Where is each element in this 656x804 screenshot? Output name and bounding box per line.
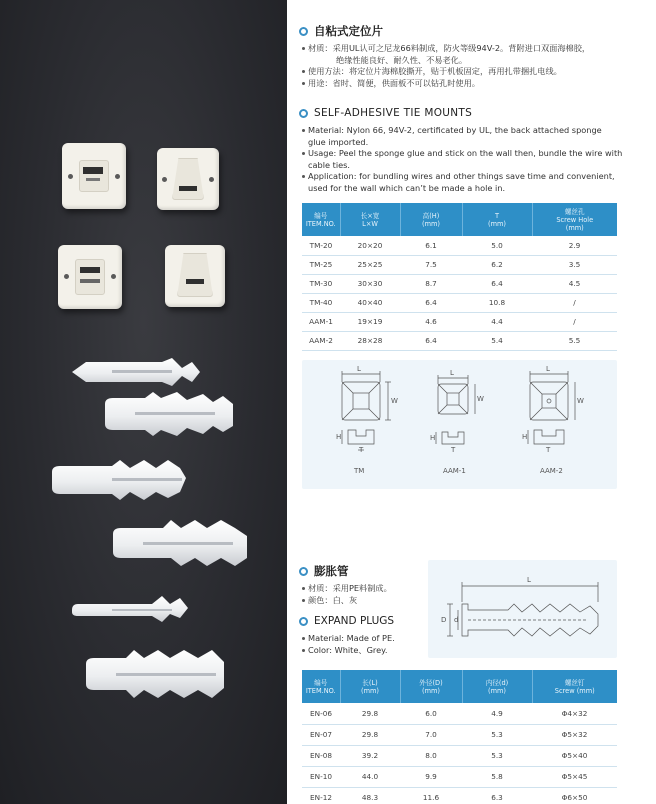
- section-title-cn-tie-mounts: [299, 23, 383, 39]
- section-bullet-icon: [299, 27, 308, 36]
- table-cell: 11.6: [400, 787, 462, 804]
- table-cell: 30×30: [340, 274, 400, 293]
- table-cell: 5.5: [532, 331, 617, 350]
- col-header-size: 长×宽 L×W: [340, 203, 400, 236]
- diagram-label-aam-1: AAM-1: [443, 467, 466, 475]
- table-cell: TM-20: [302, 236, 340, 255]
- table-cell: 5.0: [462, 236, 532, 255]
- dim-label-l: L: [527, 576, 531, 584]
- table-cell: Φ6×50: [532, 787, 617, 804]
- dim-label-d-inner: d: [454, 616, 459, 624]
- diagram-label-tm: TM: [354, 467, 365, 475]
- bullet-list-cn: [302, 583, 422, 606]
- table-cell: TM-40: [302, 293, 340, 312]
- table-row: [302, 703, 617, 724]
- title-text: 自粘式定位片: [314, 24, 383, 38]
- table-cell: 6.0: [400, 703, 462, 724]
- expand-plug-drawing: [428, 560, 617, 658]
- col-header-item-no: 编号 ITEM.NO.: [302, 670, 340, 703]
- table-cell: /: [532, 312, 617, 331]
- bullet-item: Material: Made of PE.: [302, 633, 422, 645]
- bullet-item-cont: glue imported.: [308, 136, 369, 147]
- table-cell: EN-07: [302, 724, 340, 745]
- bullet-item: 材质：采用UL认可之尼龙66料制成，防火等级94V-2。背附进口双面海棉胶，: [302, 43, 622, 55]
- dim-label-w: W: [477, 395, 484, 403]
- title-text: EXPAND PLUGS: [314, 615, 395, 627]
- table-cell: 20×20: [340, 236, 400, 255]
- expand-plugs-photo: [0, 0, 287, 804]
- product-photo: [0, 0, 287, 804]
- table-cell: 48.3: [340, 787, 400, 804]
- table-cell: 6.4: [400, 331, 462, 350]
- table-cell: EN-06: [302, 703, 340, 724]
- table-row: [302, 293, 617, 312]
- table-cell: 6.1: [400, 236, 462, 255]
- table-cell: 44.0: [340, 766, 400, 787]
- bullet-list-en: [302, 633, 422, 656]
- dim-label-h: H: [430, 434, 436, 442]
- table-cell: Φ4×32: [532, 703, 617, 724]
- table-cell: 7.0: [400, 724, 462, 745]
- section-title-en-expand-plugs: [299, 615, 394, 627]
- table-cell: TM-30: [302, 274, 340, 293]
- expand-plug-spec-table: [302, 670, 617, 804]
- dim-label-t: T: [359, 446, 364, 454]
- title-text: SELF-ADHESIVE TIE MOUNTS: [314, 107, 473, 119]
- section-title-cn-expand-plugs: [299, 563, 349, 579]
- table-cell: 2.9: [532, 236, 617, 255]
- table-cell: EN-12: [302, 787, 340, 804]
- table-cell: 25×25: [340, 255, 400, 274]
- table-cell: 8.0: [400, 745, 462, 766]
- table-cell: 6.2: [462, 255, 532, 274]
- table-cell: 40×40: [340, 293, 400, 312]
- col-header-t: T (mm): [462, 203, 532, 236]
- dim-label-l: L: [450, 369, 454, 377]
- table-row: [302, 766, 617, 787]
- dim-label-t: T: [546, 446, 551, 454]
- table-cell: EN-10: [302, 766, 340, 787]
- table-cell: Φ5×32: [532, 724, 617, 745]
- bullet-list-cn: [302, 43, 622, 89]
- table-cell: 5.4: [462, 331, 532, 350]
- bullet-item: 用途：省时、简便，供面板不可以钻孔时使用。: [302, 78, 622, 90]
- bullet-item: 使用方法：将定位片海棉胶撕开，贴于机板固定，再用扎带捆扎电线。: [302, 66, 622, 78]
- bullet-item: Application: for bundling wires and other things save time and convenient,: [302, 171, 624, 183]
- col-header-inner-dia: 内径(d) (mm): [462, 670, 532, 703]
- table-cell: Φ5×45: [532, 766, 617, 787]
- dim-label-l: L: [357, 365, 361, 373]
- table-cell: EN-08: [302, 745, 340, 766]
- table-cell: /: [532, 293, 617, 312]
- table-cell: 10.8: [462, 293, 532, 312]
- table-cell: 3.5: [532, 255, 617, 274]
- table-cell: 4.5: [532, 274, 617, 293]
- tie-mount-spec-table: [302, 203, 617, 351]
- col-header-length: 长(L) (mm): [340, 670, 400, 703]
- table-cell: 5.3: [462, 724, 532, 745]
- section-title-en-tie-mounts: [299, 107, 472, 119]
- dim-label-h: H: [336, 433, 342, 441]
- col-header-outer-dia: 外径(D) (mm): [400, 670, 462, 703]
- table-row: [302, 312, 617, 331]
- col-header-item-no: 编号 ITEM.NO.: [302, 203, 340, 236]
- table-cell: 5.8: [462, 766, 532, 787]
- table-row: [302, 236, 617, 255]
- table-row: [302, 274, 617, 293]
- table-cell: 9.9: [400, 766, 462, 787]
- col-header-height: 高(H) (mm): [400, 203, 462, 236]
- col-header-screw: 螺丝钉 Screw (mm): [532, 670, 617, 703]
- table-cell: 8.7: [400, 274, 462, 293]
- bullet-item: 材质：采用PE料制成。: [302, 583, 422, 595]
- expand-plug-dimension-diagram: [428, 560, 617, 658]
- bullet-item-cont: used for the wall which can’t be made a hole in.: [308, 182, 506, 193]
- section-bullet-icon: [299, 109, 308, 118]
- table-cell: AAM-1: [302, 312, 340, 331]
- table-cell: 29.8: [340, 724, 400, 745]
- bullet-item-cont: cable ties.: [308, 159, 351, 170]
- dim-label-w: W: [577, 397, 584, 405]
- dim-label-t: T: [451, 446, 456, 454]
- table-cell: TM-25: [302, 255, 340, 274]
- bullet-item-cont: 绝缘性能良好、耐久性、不易老化。: [336, 54, 468, 65]
- col-header-screw-hole: 螺丝孔 Screw Hole (mm): [532, 203, 617, 236]
- table-cell: 6.4: [400, 293, 462, 312]
- dim-label-d-outer: D: [441, 616, 447, 624]
- table-row: [302, 745, 617, 766]
- bullet-item: Usage: Peel the sponge glue and stick on the wall then, bundle the wire with: [302, 148, 624, 160]
- table-cell: 29.8: [340, 703, 400, 724]
- table-cell: AAM-2: [302, 331, 340, 350]
- dim-label-l: L: [546, 365, 550, 373]
- tie-mount-dimension-diagram: [302, 360, 617, 489]
- section-bullet-icon: [299, 617, 308, 626]
- table-cell: 6.3: [462, 787, 532, 804]
- table-row: [302, 331, 617, 350]
- bullet-list-en: [302, 125, 624, 195]
- section-bullet-icon: [299, 567, 308, 576]
- bullet-item: 颜色：白、灰: [302, 595, 422, 607]
- bullet-item: Material: Nylon 66, 94V-2, certificated by UL, the back attached sponge: [302, 125, 624, 137]
- table-cell: Φ5×40: [532, 745, 617, 766]
- table-row: [302, 724, 617, 745]
- table-header-row: [302, 670, 617, 703]
- table-cell: 5.3: [462, 745, 532, 766]
- table-header-row: [302, 203, 617, 236]
- dim-label-h: H: [522, 433, 528, 441]
- title-text: 膨胀管: [314, 564, 349, 578]
- diagram-label-aam-2: AAM-2: [540, 467, 563, 475]
- table-cell: 7.5: [400, 255, 462, 274]
- dim-label-w: W: [391, 397, 398, 405]
- table-row: [302, 255, 617, 274]
- bullet-item: Color: White、Grey.: [302, 645, 422, 657]
- table-cell: 19×19: [340, 312, 400, 331]
- table-cell: 4.9: [462, 703, 532, 724]
- table-cell: 4.6: [400, 312, 462, 331]
- table-cell: 28×28: [340, 331, 400, 350]
- table-cell: 4.4: [462, 312, 532, 331]
- table-row: [302, 787, 617, 804]
- table-cell: 6.4: [462, 274, 532, 293]
- table-cell: 39.2: [340, 745, 400, 766]
